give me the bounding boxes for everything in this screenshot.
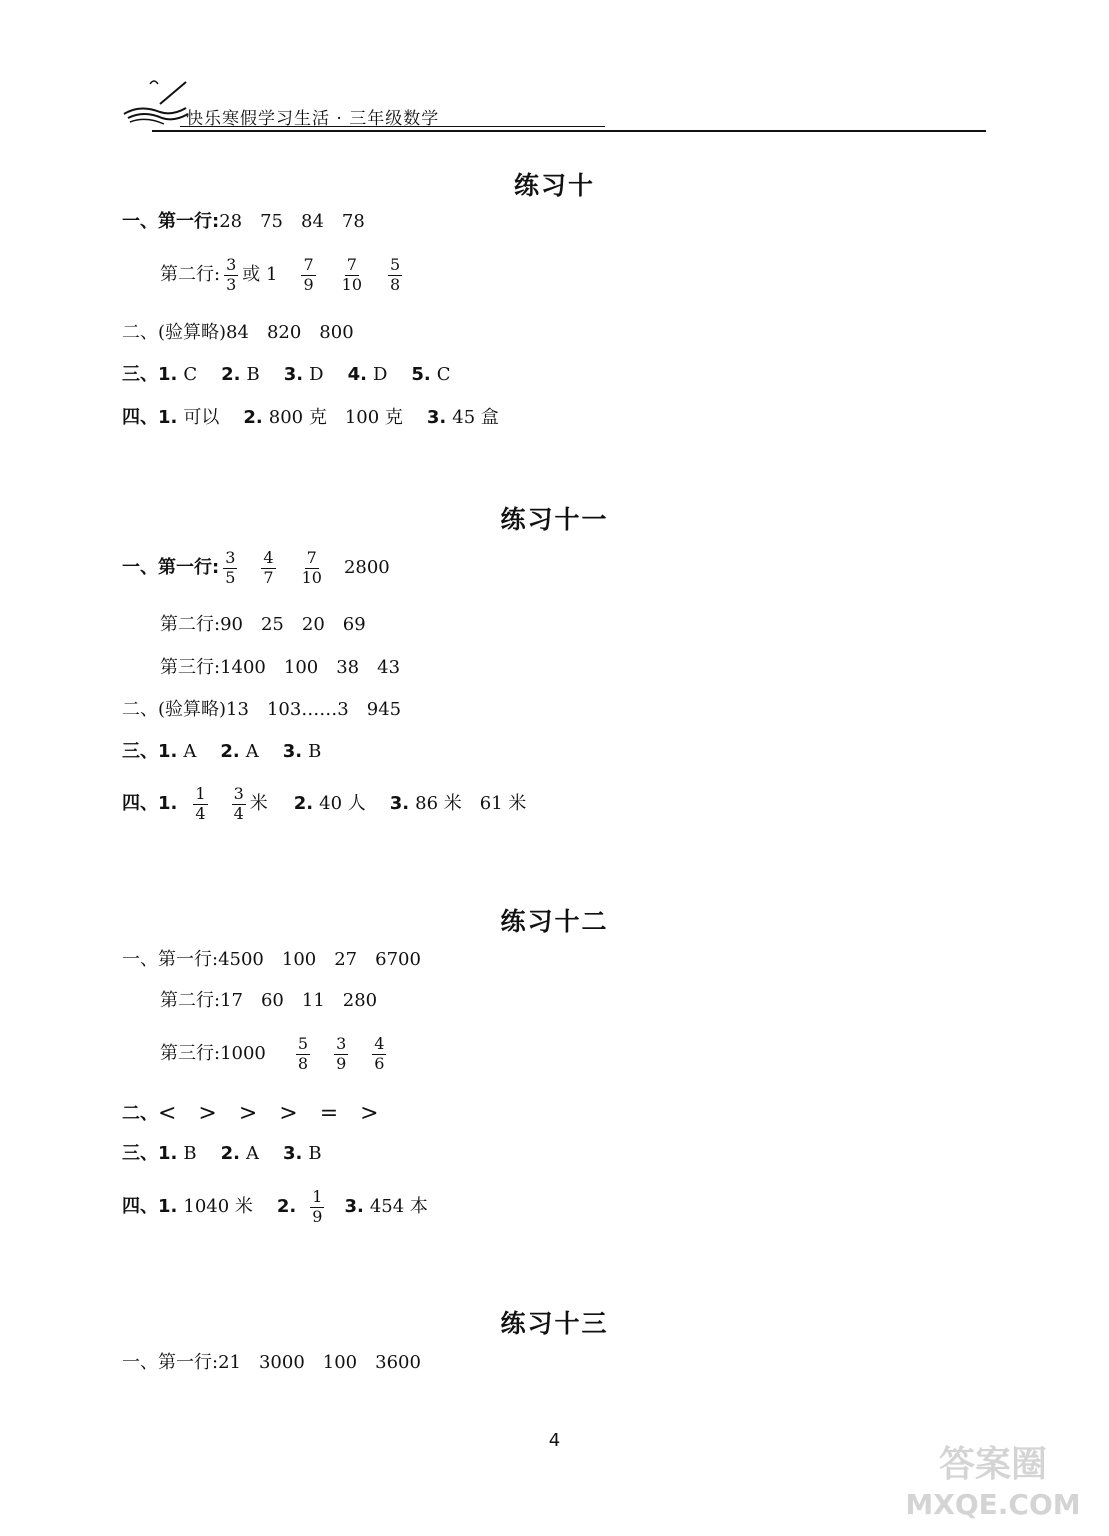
header-rule [152,130,986,132]
answer-item: 3. 86 米 61 米 [389,793,527,815]
answer-item: 3. 45 盒 [426,407,499,428]
s12-q2-symbols: < > > > = > [158,1101,379,1126]
answer-item: 2. B [221,364,260,385]
header-divider [180,126,605,127]
s12-q3-label: 三、 [122,1143,158,1164]
s13-q1-row1 [122,1354,421,1372]
s12-q1-row2 [160,992,377,1010]
s12-q4 [122,1189,452,1226]
answer-item: 3. B [282,1143,322,1164]
s11-q3-label: 三、 [122,741,158,762]
page-number: 4 [548,1430,561,1451]
s12-q3 [122,1145,346,1163]
s12-q1-row3 [160,1036,390,1073]
s11-q1-row1 [122,550,390,587]
watermark-line2: MXQE.COM [905,1488,1081,1521]
section-title-13: 练习十三 [500,1309,609,1338]
s10-q1-row1-label: 一、第一行: [122,211,220,232]
s10-q1-row2-label: 第二行: [160,264,221,286]
s10-q4-label: 四、 [122,407,158,428]
fraction: $\frac{3}{4}$ [233,784,244,823]
s10-q2 [122,324,354,342]
answer-item: 1. 1040 米 [158,1196,253,1218]
s11-q1-row1-label: 一、第一行: [122,557,220,579]
s12-q1-row1-text: 一、第一行:4500 100 27 6700 [122,949,421,970]
s11-q4 [122,786,550,823]
answer-item: 2. A [220,741,259,762]
s12-q1-row1 [122,951,421,969]
section-title-11: 练习十一 [500,505,609,534]
s11-q1-row1-tail: 2800 [343,557,390,579]
answer-item: 2. A [220,1143,259,1164]
fraction: $\frac{3}{9}$ [336,1034,347,1073]
s11-q1-row3-text: 第三行:1400 100 38 43 [160,657,401,678]
s11-q3 [122,743,345,761]
s12-q4-label: 四、 [122,1196,158,1218]
fraction: $\frac{4}{7}$ [263,548,274,587]
answer-item: 5. C [411,364,451,385]
fraction: $\frac{3}{5}$ [225,548,236,587]
s12-q1-row3-label: 第三行:1000 [160,1043,266,1065]
s11-q1-row2-text: 第二行:90 25 20 69 [160,614,366,635]
fraction: $\frac{7}{10}$ [341,255,362,294]
s12-q2-label: 二、 [122,1103,158,1124]
answer-item: 1. [158,793,178,815]
watermark-logo [893,1434,1093,1524]
fraction: $\frac{3}{3}$ [226,255,237,294]
s10-q3-label: 三、 [122,364,158,385]
answer-item: 3. B [282,741,322,762]
s12-q1-row2-text: 第二行:17 60 11 280 [160,990,378,1011]
fraction: $\frac{7}{10}$ [301,548,322,587]
section-title-12: 练习十二 [500,907,609,936]
s10-q2-text: 二、(验算略)84 820 800 [122,322,354,343]
answer-item: 3. D [283,364,324,385]
s11-q1-row3 [160,659,400,677]
answer-item: 3. 454 本 [344,1196,428,1218]
fraction: $\frac{1}{9}$ [312,1187,323,1226]
fraction: $\frac{5}{8}$ [390,255,401,294]
answer-item: 2. 40 人 [293,793,366,815]
s11-q1-row2 [160,616,366,634]
answer-item: 1. C [158,364,198,385]
answer-item: 1. 可以 [158,407,220,428]
s10-q3 [122,366,475,384]
s10-q1-row1 [122,213,365,231]
s11-q4-label: 四、 [122,793,158,815]
section-title-10: 练习十 [513,171,595,200]
s10-q1-row1-values: 28 75 84 78 [219,211,365,232]
fraction: $\frac{5}{8}$ [297,1034,309,1073]
answer-item: 4. D [347,364,388,385]
answer-item: 1. A [158,741,197,762]
fraction: $\frac{7}{9}$ [303,255,314,294]
fraction: $\frac{4}{6}$ [374,1034,385,1073]
s13-q1-row1-text: 一、第一行:21 3000 100 3600 [122,1352,421,1373]
s10-q1-row2 [160,257,406,294]
s11-q2-text: 二、(验算略)13 103……3 945 [122,699,402,720]
header-title: 快乐寒假学习生活 · 三年级数学 [186,109,440,129]
s10-q1-row2-or: 或 1 [242,264,278,286]
answer-item: 1. B [158,1143,197,1164]
s11-q2 [122,701,401,719]
watermark-line1: 答案圈 [938,1444,1048,1485]
fraction: $\frac{1}{4}$ [195,784,206,823]
s12-q2 [122,1103,379,1125]
answer-item: 2. [276,1196,297,1218]
s10-q4 [122,409,523,427]
unit-text: 米 [249,793,268,815]
answer-item: 2. 800 克 100 克 [243,407,403,428]
page-header [120,70,986,140]
book-quill-logo-icon [120,74,190,130]
